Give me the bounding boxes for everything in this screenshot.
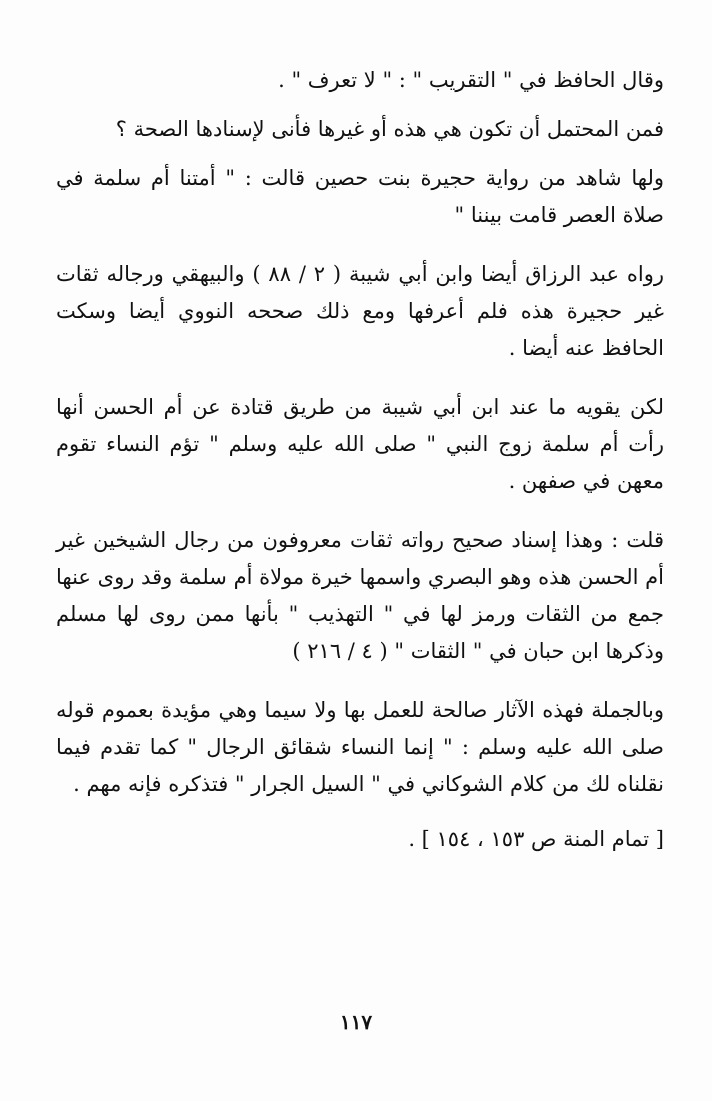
paragraph-6: قلت : وهذا إسناد صحيح رواته ثقات معروفون من رجال الشيخين غير أم الحسن هذه وهو البصري واسمها خيرة مولاة أم سلمة وقد روى عنها جمع من الثقات ورمز لها في " التهذيب " بأنها ممن روى لها مسلم وذكرها ابن حبان في " الثقات " ( ٤ / ٢١٦ ) <box>56 528 664 663</box>
paragraph-2: فمن المحتمل أن تكون هي هذه أو غيرها فأنى لإسنادها الصحة ؟ <box>115 117 664 141</box>
source-reference: [ تمام المنة ص ١٥٣ ، ١٥٤ ] . <box>408 827 664 851</box>
page-body <box>56 62 664 858</box>
page-number: ١١٧ <box>339 1010 373 1034</box>
paragraph-3: ولها شاهد من رواية حجيرة بنت حصين قالت : " أمتنا أم سلمة في صلاة العصر قامت بيننا " <box>56 166 664 227</box>
paragraph-1: وقال الحافظ في " التقريب " : " لا تعرف " . <box>278 68 664 92</box>
paragraph-7: وبالجملة فهذه الآثار صالحة للعمل بها ولا سيما وهي مؤيدة بعموم قوله صلى الله عليه وسلم : " إنما النساء شقائق الرجال " كما تقدم فيما نقلناه لك من كلام الشوكاني في " السيل الجرار " فتذكره فإنه مهم . <box>56 698 664 796</box>
paragraph-4: رواه عبد الرزاق أيضا وابن أبي شيبة ( ٢ / ٨٨ ) والبيهقي ورجاله ثقات غير حجيرة هذه فلم أعرفها ومع ذلك صححه النووي أيضا وسكت الحافظ عنه أيضا . <box>56 262 664 360</box>
paragraph-5: لكن يقويه ما عند ابن أبي شيبة من طريق قتادة عن أم الحسن أنها رأت أم سلمة زوج النبي " صلى الله عليه وسلم " تؤم النساء تقوم معهن في صفهن . <box>56 395 664 493</box>
